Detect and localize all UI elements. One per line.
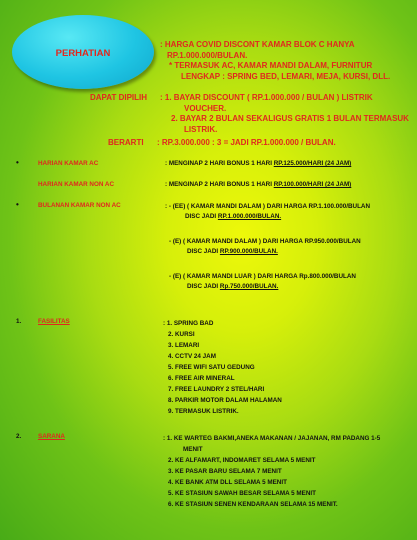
fasilitas-item: 9. TERMASUK LISTRIK. xyxy=(168,408,239,415)
sarana-item: 3. KE PASAR BARU SELAMA 7 MENIT xyxy=(168,468,282,475)
bullet-icon: • xyxy=(16,200,19,209)
harian-nonac-text: : MENGINAP 2 HARI BONUS 1 HARI xyxy=(165,181,274,188)
harian-ac-line xyxy=(165,160,351,167)
fasilitas-item: : 1. SPRING BAD xyxy=(163,320,214,327)
option-2-price: RP.900.000/BULAN. xyxy=(219,248,278,255)
harian-nonac-line xyxy=(165,181,351,188)
option-3-price: Rp.750.000/BULAN. xyxy=(219,283,279,290)
means-value: : RP.3.000.000 : 3 = JADI RP.1.000.000 / BULAN. xyxy=(157,138,336,147)
sarana-item: 4. KE BANK ATM DLL SELAMA 5 MENIT xyxy=(168,479,287,486)
bulanan-option-3 xyxy=(169,272,356,292)
sarana-item: 5. KE STASIUN SAWAH BESAR SELAMA 5 MENIT xyxy=(168,490,316,497)
option-3-disc: DISC JADI xyxy=(187,283,220,290)
sarana-item: 6. KE STASIUN SENEN KENDARAAN SELAMA 15 MENIT. xyxy=(168,501,338,508)
perhatian-title: PERHATIAN xyxy=(55,48,111,59)
fasilitas-item: 4. CCTV 24 JAM xyxy=(168,353,216,360)
harian-nonac-label: HARIAN KAMAR NON AC xyxy=(38,181,115,188)
choose-line-1: : 1. BAYAR DISCOUNT ( RP.1.000.000 / BULAN ) LISTRIK xyxy=(160,93,373,102)
harian-ac-price: RP.125.000/HARI (24 JAM) xyxy=(273,160,352,167)
notice-line-4: LENGKAP : SPRING BED, LEMARI, MEJA, KURSI, DLL. xyxy=(181,71,391,81)
choose-label: DAPAT DIPILIH xyxy=(90,93,148,102)
bullet-icon: • xyxy=(16,158,19,167)
option-1-price: RP.1.000.000/BULAN. xyxy=(217,213,282,220)
option-2-line: - (E) ( KAMAR MANDI DALAM ) DARI HARGA RP.950.000/BULAN xyxy=(169,238,361,245)
sarana-item: MENIT xyxy=(183,446,203,453)
option-3-line: - (E) ( KAMAR MANDI LUAR ) DARI HARGA Rp.800.000/BULAN xyxy=(169,273,356,280)
harian-ac-label: HARIAN KAMAR AC xyxy=(38,160,99,167)
fasilitas-item: 7. FREE LAUNDRY 2 STEL/HARI xyxy=(168,386,265,393)
means-label: BERARTI xyxy=(108,138,144,147)
sarana-item: 2. KE ALFAMART, INDOMARET SELAMA 5 MENIT xyxy=(168,457,316,464)
sarana-item: : 1. KE WARTEG BAKMI,ANEKA MAKANAN / JAJANAN, RM PADANG 1-5 xyxy=(163,435,381,442)
fasilitas-label: FASILITAS xyxy=(38,318,70,325)
fasilitas-item: 2. KURSI xyxy=(168,331,195,338)
choose-line-4: LISTRIK. xyxy=(184,124,218,134)
sarana-label: SARANA xyxy=(38,433,65,440)
harian-nonac-price: RP.100.000/HARI (24 JAM) xyxy=(273,181,352,188)
sarana-list xyxy=(163,433,380,510)
fasilitas-item: 3. LEMARI xyxy=(168,342,200,349)
notice-line-3: * TERMASUK AC, KAMAR MANDI DALAM, FURNITUR xyxy=(169,61,373,70)
bulanan-option-1 xyxy=(165,202,370,222)
fasilitas-number: 1. xyxy=(16,318,22,325)
fasilitas-item: 5. FREE WIFI SATU GEDUNG xyxy=(168,364,255,371)
option-1-disc: DISC JADI xyxy=(185,213,218,220)
choose-line-2: VOUCHER. xyxy=(184,103,227,113)
harian-ac-text: : MENGINAP 2 HARI BONUS 1 HARI xyxy=(165,160,274,167)
fasilitas-list xyxy=(163,318,282,417)
choose-line-3: 2. BAYAR 2 BULAN SEKALIGUS GRATIS 1 BULAN TERMASUK xyxy=(171,114,409,123)
perhatian-badge xyxy=(12,15,154,89)
fasilitas-item: 8. PARKIR MOTOR DALAM HALAMAN xyxy=(168,397,282,404)
sarana-number: 2. xyxy=(16,433,22,440)
bulanan-option-2 xyxy=(169,237,361,257)
option-1-line: : - (EE) ( KAMAR MANDI DALAM ) DARI HARGA RP.1.100.000/BULAN xyxy=(165,203,371,210)
notice-line-2: RP.1.000.000/BULAN. xyxy=(167,50,248,60)
notice-lines xyxy=(160,40,390,82)
notice-line-1: : HARGA COVID DISCONT KAMAR BLOK C HANYA xyxy=(160,40,355,49)
fasilitas-item: 6. FREE AIR MINERAL xyxy=(168,375,235,382)
bulanan-label: BULANAN KAMAR NON AC xyxy=(38,202,121,209)
choose-lines xyxy=(160,93,409,135)
option-2-disc: DISC JADI xyxy=(187,248,220,255)
